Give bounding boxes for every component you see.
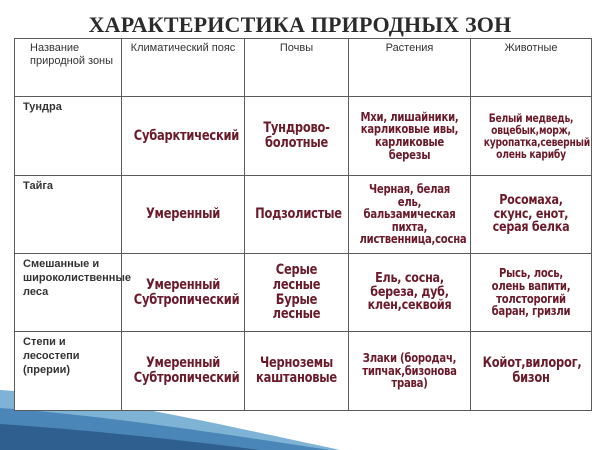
table-row	[15, 332, 592, 411]
header-soil: Почвы	[245, 39, 349, 97]
zone-name-cell: Тайга	[15, 176, 122, 254]
climate-cell	[122, 97, 245, 176]
soil-cell	[245, 332, 349, 411]
soil-text: Черноземы каштановые	[256, 355, 337, 386]
climate-cell	[122, 176, 245, 254]
soil-text: Подзолистые	[255, 206, 342, 223]
plants-text: Черная, белая ель, бальзамическая пихта, лиственница,сосна	[359, 182, 467, 247]
header-plants: Растения	[349, 39, 471, 97]
natural-zones-table	[14, 38, 592, 411]
soil-cell	[245, 254, 349, 332]
zone-name-cell: Степи и лесостепи (прерии)	[15, 332, 122, 411]
zone-name-cell: Смешанные и широколиственные леса	[15, 254, 122, 332]
climate-cell	[122, 332, 245, 411]
soil-text: Серые лесные Бурые лесные	[272, 262, 321, 323]
animals-text: Рысь, лось, олень вапити, толсторогий баран, гризли	[491, 266, 571, 319]
animals-text: Белый медведь, овцебык,морж, куропатка,северный олень карибу	[483, 110, 590, 162]
animals-cell	[471, 332, 592, 411]
plants-cell	[349, 254, 471, 332]
soil-cell	[245, 97, 349, 176]
animals-text: Койот,вилорог, бизон	[482, 355, 582, 386]
plants-text: Ель, сосна, береза, дуб, клен,секвойя	[367, 271, 452, 314]
climate-text: Субарктический	[133, 127, 240, 144]
header-zone-name: Название природной зоны	[15, 39, 122, 97]
soil-text: Тундрово-болотные	[263, 120, 330, 151]
header-animals: Животные	[471, 39, 592, 97]
header-row	[15, 39, 592, 97]
plants-cell	[349, 332, 471, 411]
animals-cell	[471, 254, 592, 332]
table-row	[15, 97, 592, 176]
animals-text: Росомаха, скунс, енот, серая белка	[492, 193, 570, 236]
plants-text: Злаки (бородач, типчак,бизонова трава)	[362, 351, 457, 391]
zone-name-cell: Тундра	[15, 97, 122, 176]
plants-cell	[349, 97, 471, 176]
header-climate: Климатический пояс	[122, 39, 245, 97]
climate-cell	[122, 254, 245, 332]
table-row	[15, 176, 592, 254]
soil-cell	[245, 176, 349, 254]
plants-cell	[349, 176, 471, 254]
animals-cell	[471, 97, 592, 176]
climate-text: Умеренный Субтропический	[133, 355, 240, 386]
climate-text: Умеренный Субтропический	[133, 276, 240, 308]
page-title: ХАРАКТЕРИСТИКА ПРИРОДНЫХ ЗОН	[88, 12, 512, 37]
table-row	[15, 254, 592, 332]
plants-text: Мхи, лишайники, карликовые ивы, карликовые березы	[360, 109, 459, 162]
climate-text: Умеренный	[145, 206, 221, 223]
animals-cell	[471, 176, 592, 254]
